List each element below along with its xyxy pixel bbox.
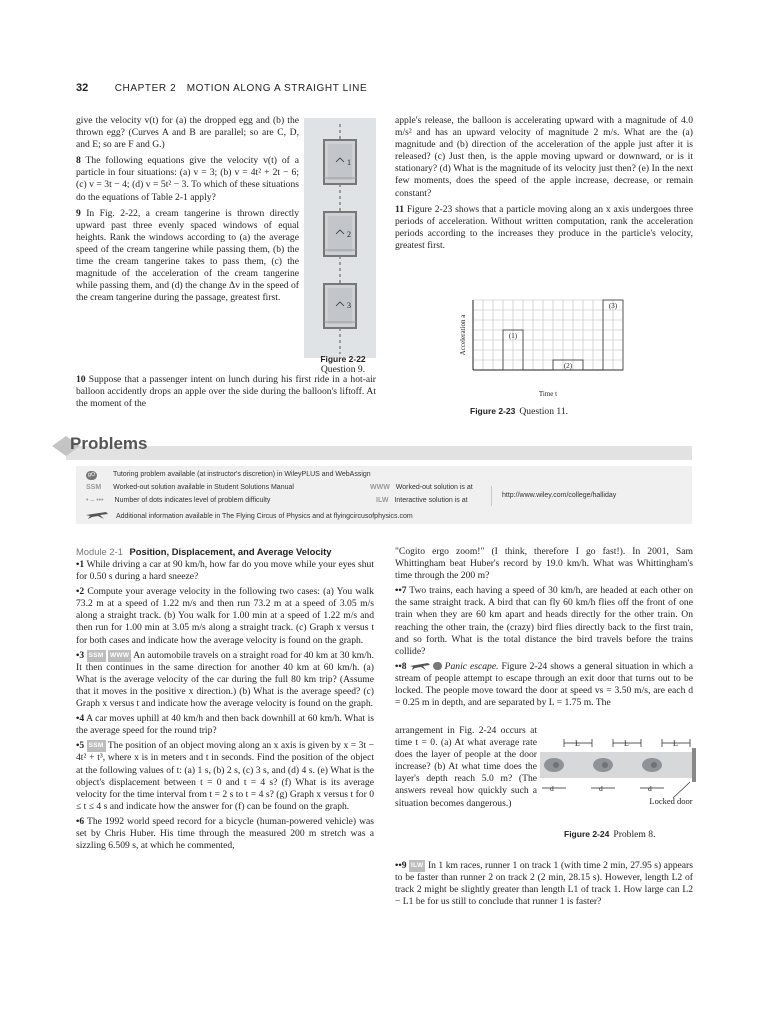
p3-text: An automobile travels on a straight road for 40 km at 30 km/h. It then continues in the same direction for another 40 km at 60 km/h. (a) What is the average velocity of the car during the full 80 km trip? (Assume that it moves in the positive x direction.) (b) What is the average speed? (c) Graph x versus t and indicate how the average velocity is found on the graph. — [76, 649, 374, 710]
p6-number: •6 — [76, 815, 85, 827]
person-1 — [544, 758, 564, 772]
problems-banner-graphic — [52, 432, 692, 466]
q9-number: 9 — [76, 207, 81, 219]
module-heading — [76, 546, 374, 557]
d-label-2: d — [599, 784, 603, 793]
legend-flying-circus-text: Additional information available in The Flying Circus of Physics and at flyingcircusofphysics.com — [115, 513, 413, 520]
person-3 — [642, 758, 662, 772]
tutoring-icon — [433, 662, 442, 670]
problems-right-column-top — [395, 546, 693, 709]
legend-row-tutoring — [86, 471, 371, 480]
module-id: Module 2-1 — [76, 546, 123, 557]
problems-legend — [76, 466, 692, 524]
fig22-label: Figure 2-22 — [320, 354, 366, 364]
d-label-1: d — [550, 784, 554, 793]
p7-number: ••7 — [395, 585, 407, 597]
L-label-1: L — [575, 739, 580, 748]
problem-3 — [76, 650, 374, 710]
left-column-top — [76, 115, 299, 304]
y-axis-label: Acceleration a — [459, 314, 467, 356]
problems-banner — [52, 432, 692, 466]
problem-4 — [76, 713, 374, 737]
figure-2-23-caption — [470, 401, 630, 419]
fig23-label: Figure 2-23 — [470, 406, 516, 416]
problems-title: Problems — [70, 434, 148, 453]
figure-2-24-caption — [564, 824, 694, 842]
right-column-top — [395, 115, 693, 252]
problems-left-column — [76, 546, 374, 852]
building-facade-illustration — [300, 118, 380, 358]
fig22-caption: Question 9. — [320, 364, 366, 375]
window-2 — [324, 212, 356, 256]
figure-2-22 — [300, 118, 380, 358]
problem-2 — [76, 586, 374, 646]
legend-row-dots — [86, 497, 270, 504]
ssm-badge: SSM — [87, 740, 106, 752]
solutions-url[interactable]: http://www.wiley.com/college/halliday — [491, 486, 662, 506]
p4-text: A car moves uphill at 40 km/h and then back downhill at 60 km/h. What is the average speed for the round trip? — [76, 713, 374, 737]
d-label-3: d — [648, 784, 652, 793]
legend-row-ilw — [376, 497, 468, 504]
ilw-icon: ILW — [376, 497, 389, 504]
q10-text: Suppose that a passenger intent on lunch during his first ride in a hot-air balloon accidently drops an apple over the side during the balloon's liftoff. At the moment of the — [76, 374, 376, 410]
fig24-label: Figure 2-24 — [564, 829, 610, 839]
x-axis-label: Time t — [538, 390, 558, 398]
q11-text: Figure 2-23 shows that a particle moving along an x axis undergoes three periods of acceleration. Without written computation, rank the acceleration periods according to the increases they produce in the particle's velocity, greatest first. — [395, 203, 693, 251]
p8-intro: Figure 2-24 shows a general situation in which a stream of people attempt to escape through an exit door that turns out to be locked. The people move toward the door at speed vs = 3.50 m/s, are each d = 0.25 m in depth, and are separated by L = 1.75 m. The — [395, 660, 694, 709]
figure-2-23 — [455, 296, 625, 408]
p6-continued: "Cogito ergo zoom!" (I think, therefore I go fast!). In 2001, Sam Whittingham beat Huber's record by 19.0 km/h. What was Whittingham's time through the 200 m? — [395, 546, 693, 582]
period-label-3: (3) — [608, 302, 618, 310]
period-label-1: (1) — [508, 332, 518, 340]
p2-text: Compute your average velocity in the following two cases: (a) You walk 73.2 m at a speed of 1.22 m/s and then run 73.2 m at a speed of 3.05 m/s along a straight track. (b) You walk for 1.00 min at a speed of 1.22 m/s and then run for 1.00 min at 3.05 m/s along a straight track. (c) Graph x versus t for both cases and indicate how the average velocity is found on the graph. — [76, 586, 374, 646]
question-11 — [395, 204, 693, 252]
locked-door-shape — [692, 748, 696, 782]
fig23-caption: Question 11. — [519, 406, 569, 417]
p1-number: •1 — [76, 559, 85, 570]
tutoring-icon: gO — [87, 472, 96, 478]
legend-dots-text: Number of dots indicates level of problem difficulty — [114, 497, 271, 504]
question-10 — [76, 374, 376, 410]
ssm-icon: SSM — [86, 484, 102, 491]
problem-1 — [76, 559, 374, 583]
p9-number: ••9 — [395, 860, 407, 871]
chapter-label: CHAPTER 2 — [114, 83, 177, 94]
legend-ilw-text: Interactive solution is at — [394, 497, 468, 504]
p8-title: Panic escape. — [444, 660, 499, 672]
ssm-badge: SSM — [87, 650, 106, 662]
problem-8-side — [395, 725, 537, 810]
chapter-title: MOTION ALONG A STRAIGHT LINE — [186, 83, 368, 94]
p4-number: •4 — [76, 713, 85, 725]
legend-ssm-text: Worked-out solution available in Student Solutions Manual — [113, 484, 294, 491]
p8-side-text: arrangement in Fig. 2-24 occurs at time t = 0. (a) At what average rate does the layer of people at the door increase? (b) At what time does the layer's depth reach 5.0 m? (The answers reveal how quickly such a situation becomes dangerous.) — [395, 725, 537, 809]
page-header — [76, 78, 696, 96]
problem-9 — [395, 860, 693, 908]
p1-text: While driving a car at 90 km/h, how far do you move while your eyes shut for 0.50 s during a hard sneeze? — [76, 559, 374, 583]
window-1 — [324, 140, 356, 184]
legend-tutoring-text: Tutoring problem available (at instructor's discretion) in WileyPLUS and WebAssign — [112, 471, 371, 478]
problem-7 — [395, 585, 693, 658]
figure-2-24 — [540, 738, 698, 818]
window-2-label: 2 — [347, 230, 351, 239]
L-label-3: L — [673, 739, 678, 748]
difficulty-dots-icon: • – ••• — [86, 497, 104, 504]
question-8 — [76, 155, 299, 203]
period-label-2: (2) — [563, 362, 573, 370]
problem-8 — [395, 661, 693, 709]
q7-tail: give the velocity v(t) for (a) the dropped egg and (b) the thrown egg? (Curves A and B are parallel; so are C, D, and E; so are F and G.) — [76, 115, 299, 151]
escape-diagram — [540, 738, 698, 818]
window-1-label: 1 — [347, 158, 351, 167]
legend-row-www — [370, 484, 473, 491]
person-2 — [593, 758, 613, 772]
legend-row-flying-circus — [86, 510, 413, 520]
locked-door-label: Locked door — [649, 796, 693, 806]
problem-5 — [76, 740, 374, 813]
fig24-caption: Problem 8. — [613, 829, 656, 840]
p5-number: •5 — [76, 740, 85, 752]
acceleration-time-graph — [455, 296, 625, 408]
q10-continued: apple's release, the balloon is accelerating upward with a magnitude of 4.0 m/s² and has an upward velocity of magnitude 2 m/s. What are the (a) magnitude and (b) direction of the acceleration of the apple just after it is released? (c) Just then, is the apple moving upward or downward, or is it stationary? (d) What is the magnitude of its velocity just then? (e) In the next few moments, does the speed of the apple increase, decrease, or remain constant? — [395, 115, 693, 199]
figure-2-22-caption — [304, 354, 382, 375]
p6-text: The 1992 world speed record for a bicycle (human-powered vehicle) was set by Chris Huber. His time through the measured 200 m stretch was a sizzling 6.509 s, at which he commented, — [76, 815, 374, 852]
p7-text: Two trains, each having a speed of 30 km/h, are headed at each other on the same straight track. A bird that can fly 60 km/h flies off the front of one train when they are 60 km apart and heads directly for the other train. On reaching the other train, the (crazy) bird flies directly back to the first train, and so forth. What is the total distance the bird travels before the trains collide? — [395, 585, 693, 657]
legend-www-text: Worked-out solution is at — [395, 484, 473, 491]
problem-6 — [76, 816, 374, 852]
q11-number: 11 — [395, 203, 405, 215]
legend-row-ssm — [86, 484, 294, 491]
ilw-badge: ILW — [409, 860, 425, 872]
q10-number: 10 — [76, 374, 86, 385]
www-badge: WWW — [108, 650, 131, 662]
q9-text: In Fig. 2-22, a cream tangerine is thrown directly upward past three evenly spaced windows of equal heights. Rank the windows according to (a) the average speed of the cream tangerine while passing them, (b) the time the cream tangerine takes to pass them, (c) the magnitude of the acceleration of the cream tangerine while passing them, and (d) the change Δv in the speed of the cream tangerine during the passage, greatest first. — [76, 207, 299, 304]
page-number: 32 — [76, 82, 89, 94]
airplane-icon — [410, 662, 430, 670]
p5-text: The position of an object moving along an x axis is given by x = 3t − 4t² + t³, where x is in meters and t in seconds. Find the position of the object at the following values of t: (a) 1 s, (b) 2 s, (c) 3 s, and (d) 4 s. (e) What is the object's displacement between t = 0 and t = 4 s? (f) What is its average velocity for the time interval from t = 2 s to t = 4 s? (g) Graph x versus t for 0 ≤ t ≤ 4 s and indicate how the answer for (f) can be found on the graph. — [76, 740, 374, 812]
question-9 — [76, 208, 299, 305]
p8-number: ••8 — [395, 660, 407, 672]
L-label-2: L — [624, 739, 629, 748]
q8-number: 8 — [76, 155, 81, 167]
p2-number: •2 — [76, 586, 85, 598]
airplane-icon — [86, 510, 108, 519]
www-icon: WWW — [370, 484, 390, 491]
window-3 — [324, 284, 356, 328]
p3-number: •3 — [76, 649, 85, 661]
window-3-label: 3 — [347, 301, 351, 310]
module-title: Position, Displacement, and Average Velocity — [129, 546, 332, 557]
p9-text: In 1 km races, runner 1 on track 1 (with time 2 min, 27.95 s) appears to be faster than runner 2 on track 2 (2 min, 28.15 s). However, length L2 of track 2 might be slightly greater than length L1 of track 1. How large can L2 − L1 be for us still to conclude that runner 1 is faster? — [395, 860, 693, 908]
q8-text: The following equations give the velocity v(t) of a particle in four situations: (a) v = 3; (b) v = 4t² + 2t − 6; (c) v = 3t − 4; (d) v = 5t² − 3. To which of these situations do the equations of Table 2-1 apply? — [76, 155, 299, 203]
